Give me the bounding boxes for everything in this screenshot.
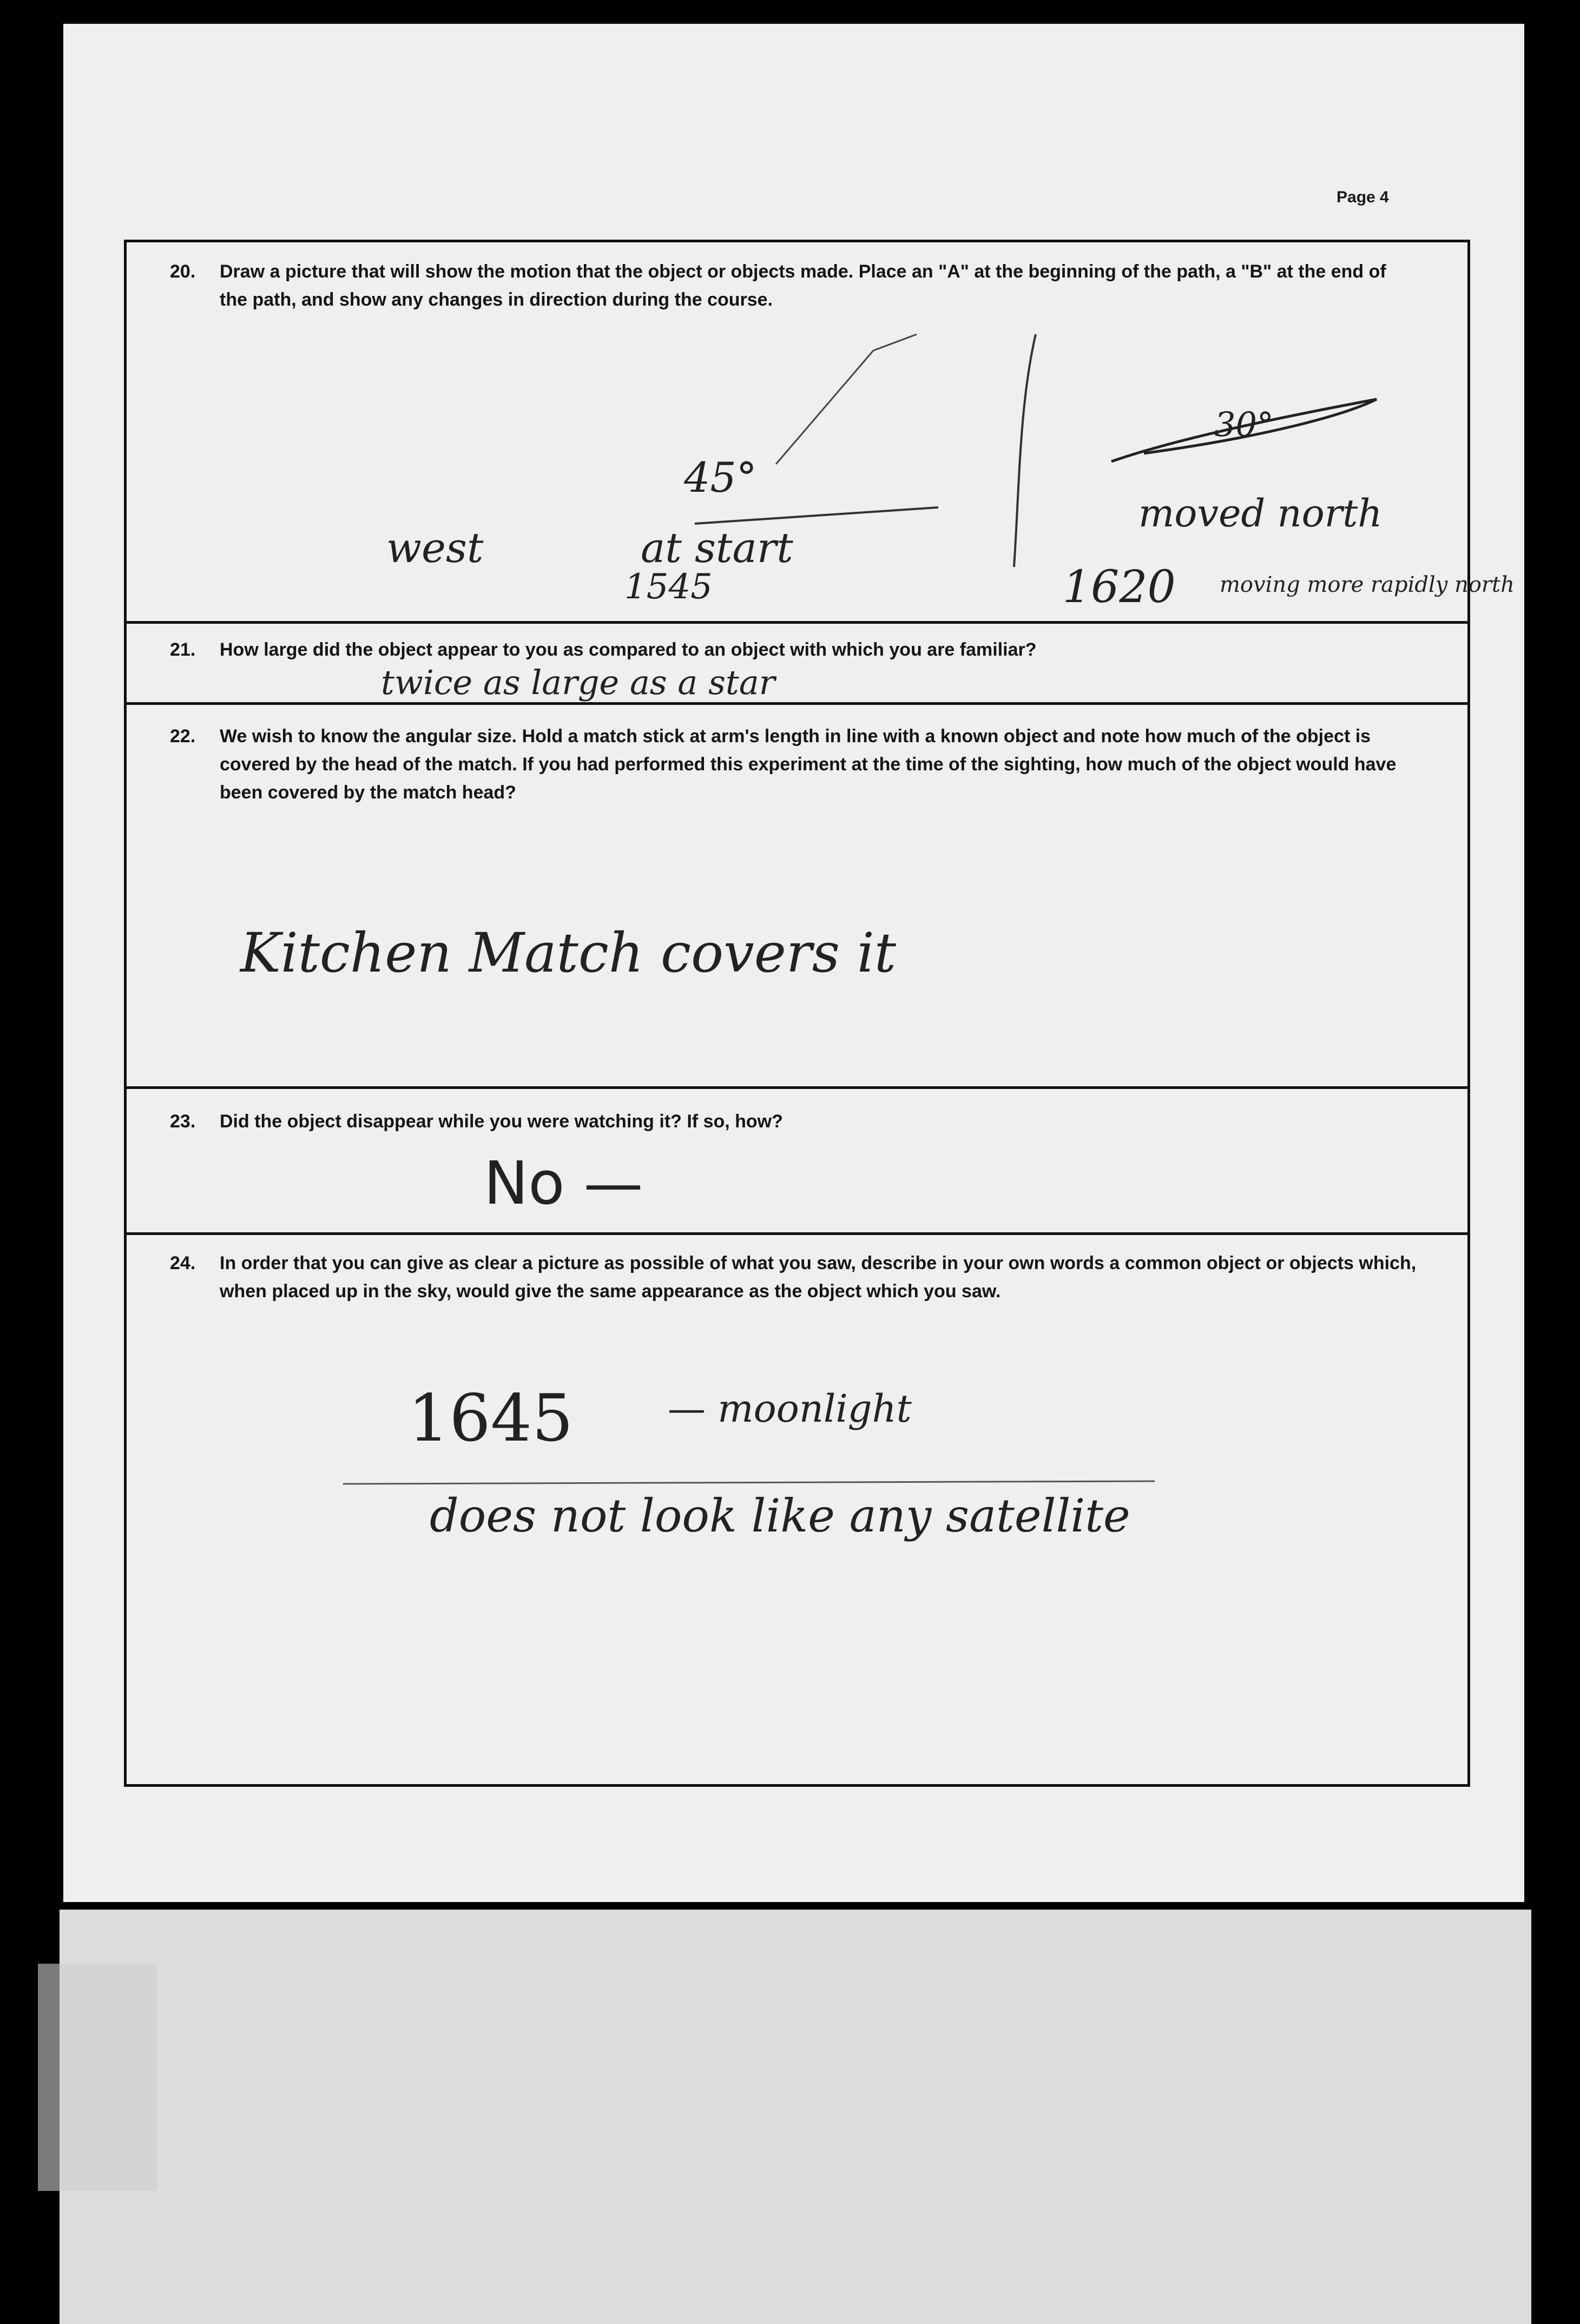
handwriting-west: west <box>386 524 484 572</box>
question-22-section <box>127 705 1467 1089</box>
page-number: Page 4 <box>1337 188 1389 206</box>
handwriting-answer-21: twice as large as a star <box>381 663 775 702</box>
divider-stroke <box>1014 334 1036 567</box>
question-20-section <box>127 242 1515 624</box>
handwriting-satellite: does not look like any satellite <box>430 1489 1130 1542</box>
question-number: 20. <box>170 261 196 282</box>
horizon-line-left <box>695 507 938 524</box>
question-number: 22. <box>170 726 196 747</box>
question-21 <box>170 636 1419 664</box>
path-line-45 <box>776 351 873 464</box>
question-text: In order that you can give as clear a picture as possible of what you saw, describe in your own words a common object or objects which, when placed up in the sky, would give the same appearance as the object which you saw. <box>220 1253 1417 1302</box>
question-text: Draw a picture that will show the motion that the object or objects made. Place an "A" at the beginning of the path, a "B" at the end of the path, and show any changes in direction during the course. <box>220 261 1386 310</box>
question-23-section <box>127 1089 1467 1235</box>
handwriting-answer-22: Kitchen Match covers it <box>240 921 897 985</box>
handwriting-time-1545: 1545 <box>624 567 713 607</box>
question-number: 24. <box>170 1253 196 1273</box>
question-24-section <box>127 1235 1467 1787</box>
handwriting-angle-30: 30° <box>1214 405 1274 444</box>
question-text: We wish to know the angular size. Hold a match stick at arm's length in line with a known object and note how much of the object is covered by the head of the match. If you had performed this experiment at the time of the sighting, how much of the object would have been covered by the match head? <box>220 726 1397 803</box>
handwriting-time-1620: 1620 <box>1063 562 1176 613</box>
handwriting-moving-more: moving more rapidly north <box>1220 572 1515 597</box>
scan-smudge <box>38 1964 157 2191</box>
scan-background <box>60 1910 1531 2324</box>
question-21-section <box>127 624 1467 705</box>
question-text: How large did the object appear to you as compared to an object with which you are familiar? <box>220 639 1037 660</box>
questionnaire-form <box>124 240 1515 1787</box>
path-line-45-end <box>873 334 917 351</box>
question-23 <box>170 1107 1419 1135</box>
question-22 <box>170 722 1419 807</box>
question-text: Did the object disappear while you were watching it? If so, how? <box>220 1111 783 1132</box>
question-number: 23. <box>170 1111 196 1132</box>
handwriting-time-1645: 1645 <box>408 1381 574 1456</box>
handwriting-moved-north: moved north <box>1138 491 1383 536</box>
question-number: 21. <box>170 639 196 660</box>
handwriting-answer-23: No — <box>484 1148 643 1218</box>
handwriting-angle-45: 45° <box>684 453 757 501</box>
handwriting-moonlight: — moonlight <box>668 1387 912 1431</box>
handwriting-at-start: at start <box>641 524 793 572</box>
